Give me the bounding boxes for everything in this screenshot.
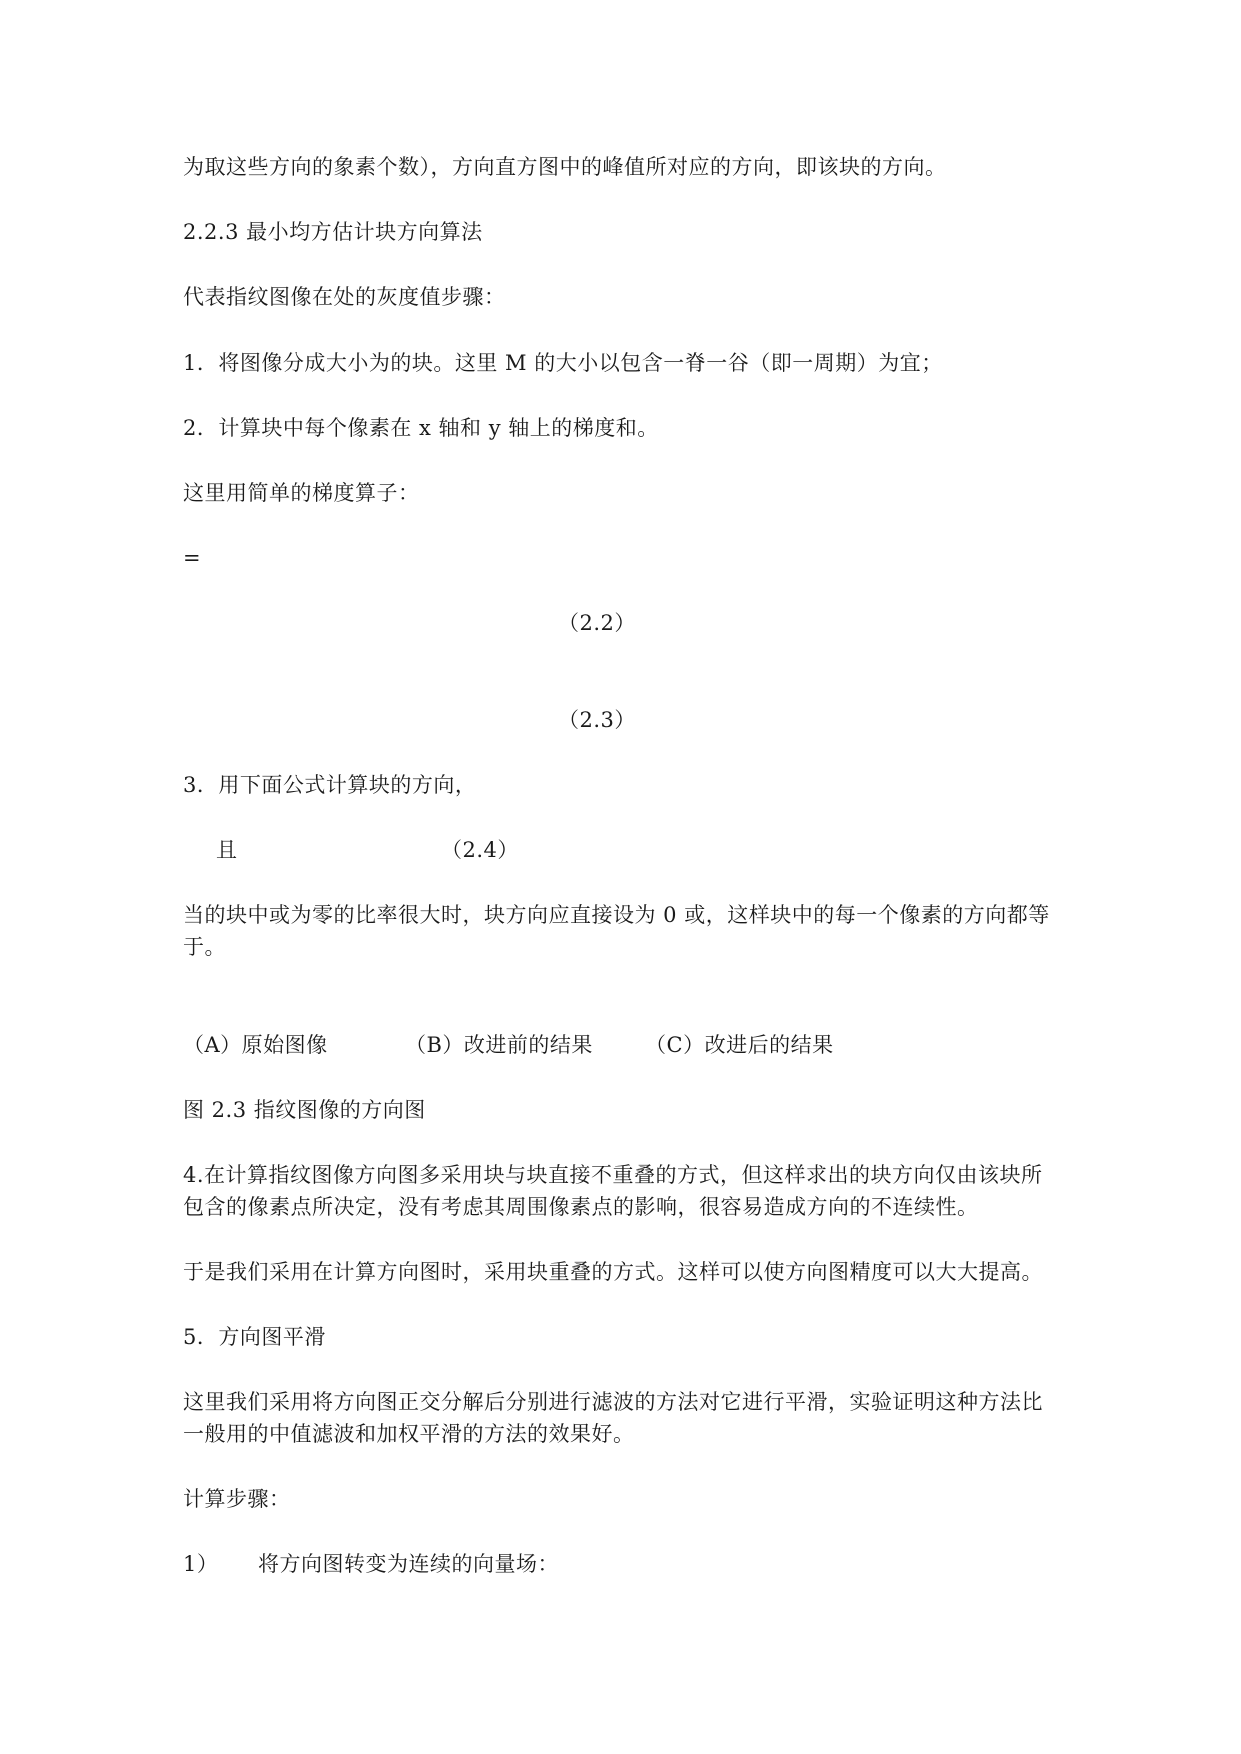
equation-number-2-4: （2.4） bbox=[441, 838, 519, 862]
paragraph-zero-ratio-line-1: 当的块中或为零的比率很大时，块方向应直接设为 0 或，这样块中的每一个像素的方向都等 bbox=[183, 903, 1050, 927]
step-5: 5．方向图平滑 bbox=[183, 1325, 326, 1349]
figure-caption: 图 2.3 指纹图像的方向图 bbox=[183, 1098, 426, 1122]
paragraph-smoothing-line-1: 这里我们采用将方向图正交分解后分别进行滤波的方法对它进行平滑，实验证明这种方法比 bbox=[183, 1390, 1043, 1414]
equation-number-2-3: （2.3） bbox=[558, 708, 636, 732]
calculation-steps-heading: 计算步骤： bbox=[183, 1487, 291, 1511]
paragraph-zero-ratio-line-2: 于。 bbox=[183, 935, 226, 959]
figure-subcaption-c: （C）改进后的结果 bbox=[645, 1033, 834, 1057]
paragraph-intro: 代表指纹图像在处的灰度值步骤： bbox=[183, 285, 506, 309]
step-2: 2．计算块中每个像素在 x 轴和 y 轴上的梯度和。 bbox=[183, 416, 659, 440]
equals-sign: = bbox=[183, 546, 202, 570]
step-4-line-2: 包含的像素点所决定，没有考虑其周围像素点的影响，很容易造成方向的不连续性。 bbox=[183, 1195, 979, 1219]
paragraph-block-overlap: 于是我们采用在计算方向图时，采用块重叠的方式。这样可以使方向图精度可以大大提高。 bbox=[183, 1260, 1043, 1284]
equation-number-2-2: （2.2） bbox=[558, 611, 636, 635]
figure-subcaption-a: （A）原始图像 bbox=[183, 1033, 328, 1057]
qie-label: 且 bbox=[216, 838, 238, 862]
step-4-line-1: 4.在计算指纹图像方向图多采用块与块直接不重叠的方式，但这样求出的块方向仅由该块所 bbox=[183, 1163, 1043, 1187]
section-heading-2-2-3: 2.2.3 最小均方估计块方向算法 bbox=[183, 220, 483, 244]
step-1: 1．将图像分成大小为的块。这里 M 的大小以包含一脊一谷（即一周期）为宜； bbox=[183, 351, 943, 375]
sub-step-1-text: 将方向图转变为连续的向量场： bbox=[258, 1552, 559, 1576]
sub-step-1-number: 1） bbox=[183, 1552, 219, 1576]
gradient-operator-intro: 这里用简单的梯度算子： bbox=[183, 481, 420, 505]
paragraph-continuation: 为取这些方向的象素个数），方向直方图中的峰值所对应的方向，即该块的方向。 bbox=[183, 155, 947, 179]
step-3: 3．用下面公式计算块的方向， bbox=[183, 773, 477, 797]
figure-subcaption-b: （B）改进前的结果 bbox=[405, 1033, 593, 1057]
paragraph-smoothing-line-2: 一般用的中值滤波和加权平滑的方法的效果好。 bbox=[183, 1422, 635, 1446]
